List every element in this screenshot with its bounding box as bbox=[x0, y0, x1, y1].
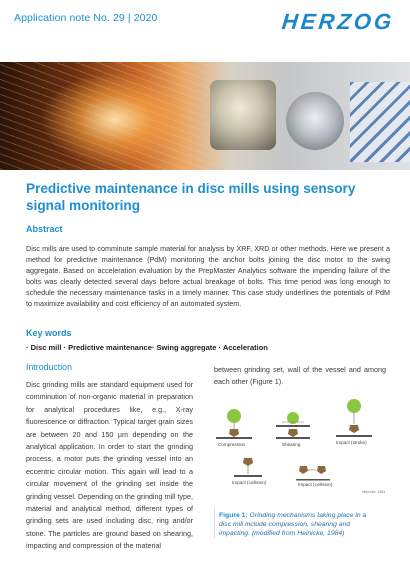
figure-label-shearing: Shearing bbox=[282, 442, 301, 447]
introduction-column-2: between grinding set, wall of the vessel and among each other (Figure 1). bbox=[214, 365, 386, 387]
impact-collision-mechanism-2 bbox=[296, 466, 330, 481]
application-note-number: Application note No. 29 | 2020 bbox=[14, 12, 158, 24]
impact-stroke-mechanism bbox=[336, 399, 372, 437]
document-title: Predictive maintenance in disc mills using sensory signal monitoring bbox=[26, 181, 356, 213]
figure-label-impact-collision-2: Impact (collision) bbox=[298, 482, 333, 487]
figure-credit: Heinicke, 1984 bbox=[362, 490, 386, 494]
abstract-text: Disc mills are used to comminute sample material for analysis by XRF, XRD or other methods. Here we present a method for predictive maintenance (PdM) monitoring the anchor bolts joining the disc motor to the swing aggregate. Based on acceleration evaluation by the PrepMaster Analytics software the impending failure of the bolts was clearly detected several days before actual breakage of bolts. This time period was long enough to schedule the necessary maintenance tasks in a timely manner. This case study underlines the potentials of PdM to maximize availability and cost efficiency of an automated system. bbox=[26, 244, 390, 308]
herzog-logo: HERZOG bbox=[280, 9, 396, 34]
figure-caption-text: Grinding mechanisms taking place in a disc mill include compression, shearing and impacting. (modified from Heinicke, 1984) bbox=[219, 512, 367, 538]
compression-mechanism bbox=[216, 409, 252, 439]
sample-disc-graphic bbox=[286, 92, 344, 150]
introduction-heading: Introduction bbox=[26, 362, 72, 372]
introduction-column-1: Disc grinding mills are standard equipment used for comminution of non-organic material in preparation for analytical procedures like, e.g., X-ray fluorescence or diffraction. Typical target grain sizes are between 20 and 150 µm depending on the analytical application. In order to start the grinding process, a motor puts the grinding vessel into an eccentric circular motion. This again will lead to a circular movement of the grinding set inside the grinding vessel. Depending on the grinding mill type, material and analytical method, different types of grinding sets are used including disc, ring and/or stone. The particles are ground based on shearing, impacting and compression of the material bbox=[26, 380, 193, 551]
figure-caption bbox=[214, 508, 374, 539]
header bbox=[0, 0, 410, 52]
grinding-mechanisms-figure bbox=[212, 394, 388, 498]
figure-label-impact-collision-1: Impact (collision) bbox=[232, 480, 267, 485]
figure-label-impact-stroke: Impact (stroke) bbox=[336, 440, 367, 445]
keywords-heading: Key words bbox=[26, 328, 72, 338]
chart-paper-graphic bbox=[350, 82, 410, 162]
figure-caption-label: Figure 1: bbox=[219, 512, 248, 519]
grinding-glow-graphic bbox=[40, 72, 190, 167]
impact-collision-mechanism-1 bbox=[234, 458, 262, 477]
abstract-heading: Abstract bbox=[26, 224, 63, 234]
header-banner-image bbox=[0, 62, 410, 170]
figure-label-compression: Compression bbox=[218, 442, 246, 447]
keywords-list: · Disc mill · Predictive maintenance· Swing aggregate · Acceleration bbox=[26, 343, 268, 352]
shearing-mechanism bbox=[276, 412, 310, 439]
pressed-sample-graphic bbox=[210, 80, 276, 150]
